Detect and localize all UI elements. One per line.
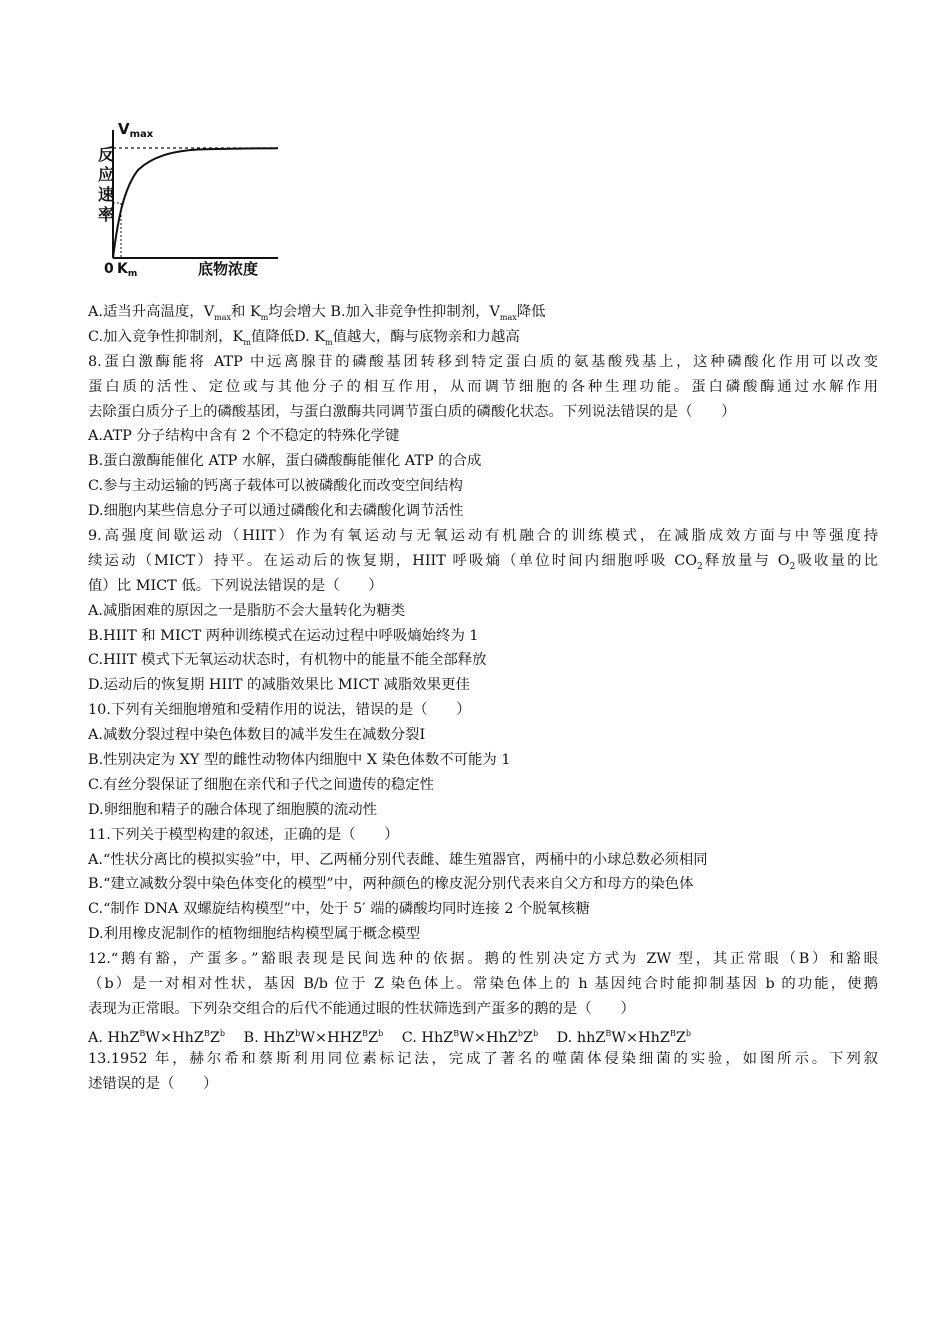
y-axis-label-char: 速 [98,185,115,204]
q9-option: C.HIIT 模式下无氧运动状态时，有机物中的能量不能全部释放 [88,652,487,669]
q8-option: B.蛋白激酶能催化 ATP 水解，蛋白磷酸酶能催化 ATP 的合成 [88,453,482,470]
q10-option: A.减数分裂过程中染色体数目的减半发生在减数分裂Ⅰ [88,727,426,744]
q12-options [88,1022,878,1047]
q9-option: D.运动后的恢复期 HIIT 的减脂效果比 MICT 减脂效果更佳 [88,677,470,694]
q11-stem: 11.下列关于模型构建的叙述，正确的是（ ） [88,826,399,843]
q11-option: A.“性状分离比的模拟实验”中，甲、乙两桶分别代表雌、雄生殖器官，两桶中的小球总数必须相同 [88,851,708,868]
q9-stem: 续运动（MICT）持平。在运动后的恢复期，HIIT 呼吸熵（单位时间内细胞呼吸 $CO_2$释放量与 $O_2$吸收量的比 [88,552,878,572]
q12-stem: 12.“鹅有豁，产蛋多。”豁眼表现是民间选种的依据。鹅的性别决定方式为 ZW 型，其正常眼（B）和豁眼 [88,951,878,968]
x-axis-label: 底物浓度 [198,260,259,278]
q9-stem: 值）比 MICT 低。下列说法错误的是（ ） [88,577,383,594]
q12-stem: （b）是一对相对性状，基因 B/b 位于 Z 染色体上。常染色体上的 h 基因纯合时能抑制基因 b 的功能，使鹅 [88,976,878,993]
q9-option: B.HIIT 和 MICT 两种训练模式在运动过程中呼吸熵始终为 1 [88,627,479,644]
q10-option: C.有丝分裂保证了细胞在亲代和子代之间遗传的稳定性 [88,776,435,793]
q8-stem: 去除蛋白质分子上的磷酸基团，与蛋白激酶共同调节蛋白质的磷酸化状态。下列说法错误的是（ ） [88,403,736,420]
q12-stem: 表现为正常眼。下列杂交组合的后代不能通过眼的性状筛选到产蛋多的鹅的是（ ） [88,1000,635,1017]
vmax-label: $V_{max}$ [118,120,154,140]
q9-stem: 9.高强度间歇运动（HIIT）作为有氧运动与无氧运动有机融合的训练模式，在减脂成效方面与中等强度持 [88,528,878,545]
q13-stem: 述错误的是（ ） [88,1075,218,1092]
q10-option: D.卵细胞和精子的融合体现了细胞膜的流动性 [88,801,378,818]
q11-option: C.“制作 DNA 双螺旋结构模型”中，处于 5′ 端的磷酸均同时连接 2 个脱氧核糖 [88,901,590,918]
y-axis-label-char: 反 [98,145,115,164]
q8-option: C.参与主动运输的钙离子载体可以被磷酸化而改变空间结构 [88,478,463,495]
q13-stem: 13.1952 年，赫尔希和蔡斯利用同位素标记法，完成了著名的噬菌体侵染细菌的实验，如图所示。下列叙 [88,1050,878,1067]
q7-options-cd: C.加入竞争性抑制剂，$K_m$值降低D. $K_m$值越大，酶与底物亲和力越高 [88,328,520,347]
q7-options-ab: A.适当升高温度，$V_{max}$和 $K_m$均会增大 B.加入非竞争性抑制剂，$V_{max}$降低 [88,304,546,322]
q11-option: D.利用橡皮泥制作的植物细胞结构模型属于概念模型 [88,926,421,943]
origin-label: 0 [104,261,114,277]
q8-stem: 蛋白质的活性、定位或与其他分子的相互作用，从而调节细胞的各种生理功能。蛋白磷酸酶通过水解作用 [88,378,878,395]
q12-option-a: A. $HhZ^BW\times HhZ^BZ^b$ [88,1028,225,1046]
y-axis-label-char: 应 [98,165,115,184]
question-text [88,300,878,1097]
q12-option-b: B. $HhZ^bW\times HHZ^BZ^b$ [243,1028,384,1046]
q10-option: B.性别决定为 XY 型的雌性动物体内细胞中 X 染色体数不可能为 1 [88,752,511,769]
y-axis-label-char: 率 [98,205,115,224]
km-label: $K_m$ [117,261,138,279]
saturation-curve [113,148,278,258]
q8-option: A.ATP 分子结构中含有 2 个不稳定的特殊化学键 [88,428,400,445]
q12-option-d: D. $hhZ^BW\times HhZ^BZ^b$ [556,1028,691,1046]
q9-option: A.减脂困难的原因之一是脂肪不会大量转化为糖类 [88,602,406,619]
q10-stem: 10.下列有关细胞增殖和受精作用的说法，错误的是（ ） [88,702,471,719]
reaction-rate-figure [88,118,288,286]
q8-option: D.细胞内某些信息分子可以通过磷酸化和去磷酸化调节活性 [88,503,464,520]
q11-option: B.“建立减数分裂中染色体变化的模型”中，两种颜色的橡皮泥分别代表来自父方和母方的染色体 [88,876,694,893]
q8-stem: 8.蛋白激酶能将 ATP 中远离腺苷的磷酸基团转移到特定蛋白质的氨基酸残基上，这种磷酸化作用可以改变 [88,353,878,370]
q12-option-c: C. $HhZ^BW\times HhZ^bZ^b$ [401,1028,539,1046]
